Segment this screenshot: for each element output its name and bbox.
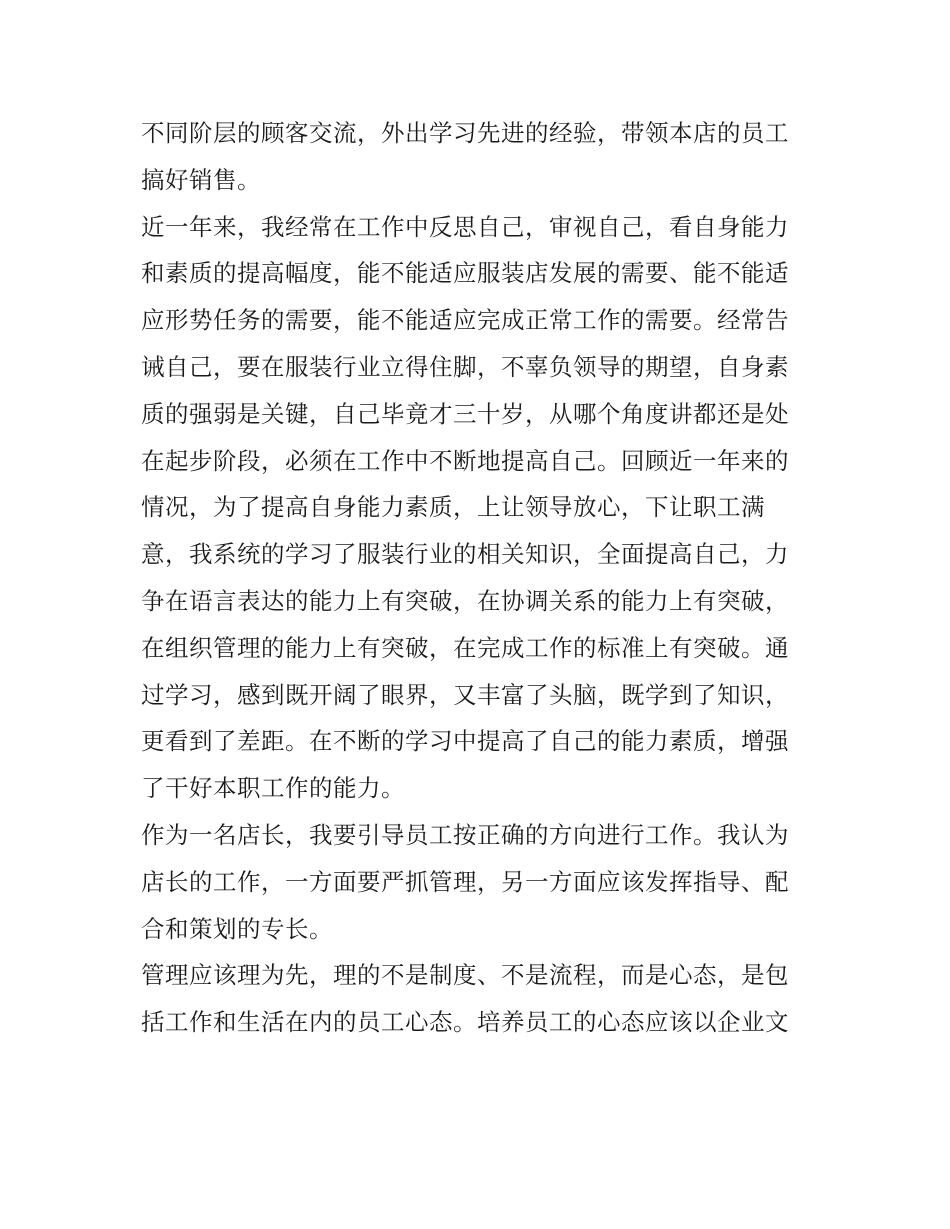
text-line: 不同阶层的顾客交流，外出学习先进的经验，带领本店的员工 <box>141 119 789 147</box>
text-line: 更看到了差距。在不断的学习中提高了自己的能力素质，增强 <box>141 727 789 756</box>
text-line: 和素质的提高幅度，能不能适应服装店发展的需要、能不能适 <box>141 259 789 288</box>
text-line: 过学习，感到既开阔了眼界，又丰富了头脑，既学到了知识， <box>141 680 789 709</box>
text-line: 情况，为了提高自身能力素质，上让领导放心，下让职工满 <box>141 493 765 522</box>
text-line: 店长的工作，一方面要严抓管理，另一方面应该发挥指导、配 <box>141 867 789 896</box>
text-line: 意，我系统的学习了服装行业的相关知识，全面提高自己，力 <box>141 540 789 569</box>
text-line: 了干好本职工作的能力。 <box>141 774 405 803</box>
text-line: 合和策划的专长。 <box>141 914 333 943</box>
text-line: 质的强弱是关键，自己毕竟才三十岁，从哪个角度讲都还是处 <box>141 399 789 428</box>
text-line: 作为一名店长，我要引导员工按正确的方向进行工作。我认为 <box>141 820 789 849</box>
text-line: 在起步阶段，必须在工作中不断地提高自己。回顾近一年来的 <box>141 446 789 475</box>
text-line: 诫自己，要在服装行业立得住脚，不辜负领导的期望，自身素 <box>141 352 789 381</box>
text-line: 争在语言表达的能力上有突破，在协调关系的能力上有突破， <box>141 586 789 615</box>
text-line: 近一年来，我经常在工作中反思自己，审视自己，看自身能力 <box>141 212 789 241</box>
body-text <box>141 110 821 1046</box>
text-line: 应形势任务的需要，能不能适应完成正常工作的需要。经常告 <box>141 306 789 335</box>
text-line: 在组织管理的能力上有突破，在完成工作的标准上有突破。通 <box>141 633 789 662</box>
text-line: 搞好销售。 <box>141 165 261 194</box>
text-line: 括工作和生活在内的员工心态。培养员工的心态应该以企业文 <box>141 1008 789 1037</box>
text-line: 管理应该理为先，理的不是制度、不是流程，而是心态，是包 <box>141 961 789 990</box>
